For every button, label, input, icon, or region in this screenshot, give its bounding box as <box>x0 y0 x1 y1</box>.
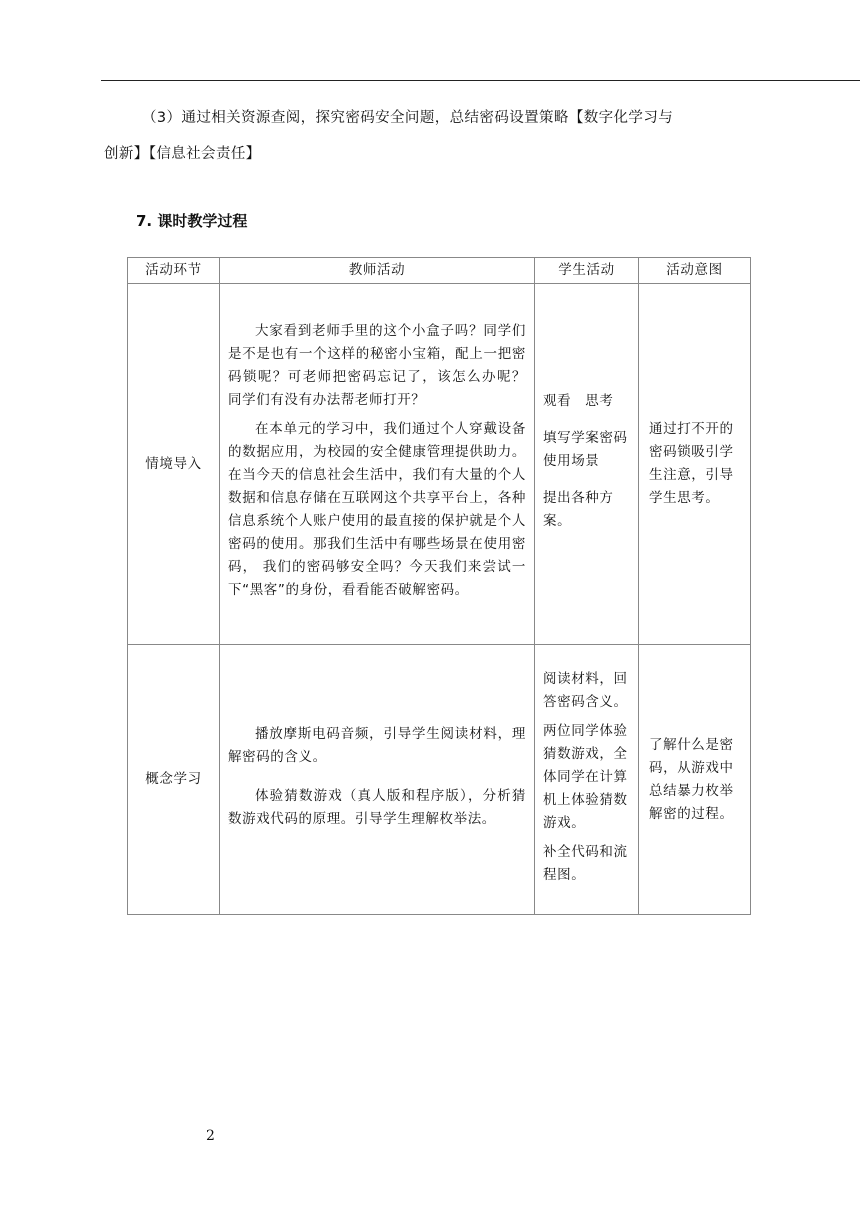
student-item: 补全代码和流程图。 <box>543 844 628 883</box>
objective-paragraph <box>104 100 760 172</box>
student-activity-cell <box>535 645 639 915</box>
student-item: 填写学案密码使用场景 <box>543 429 628 469</box>
student-item: 两位同学体验猜数游戏，全体同学在计算机上体验猜数游戏。 <box>543 723 628 831</box>
student-item: 阅读材料，回答密码含义。 <box>543 671 628 710</box>
objective-line-2: 创新】【信息社会责任】 <box>104 146 261 162</box>
student-activity-cell <box>535 284 639 645</box>
teacher-activity-cell <box>220 645 535 915</box>
header-teacher: 教师活动 <box>220 258 535 284</box>
table-header-row <box>128 258 751 284</box>
teacher-paragraph: 在本单元的学习中，我们通过个人穿戴设备的数据应用，为校园的安全健康管理提供助力。在当今天的信息社会生活中，我们有大量的个人数据和信息存储在互联网这个共享平台上，各种信息系统个人账户使用的最直接的保护就是个人密码的使用。那我们生活中有哪些场景在使用密码， 我们的密码够安全吗？今天我们来尝试一下“黑客”的身份，看看能否破解密码。 <box>228 421 526 598</box>
student-item: 提出各种方案。 <box>543 489 614 529</box>
table-row <box>128 284 751 645</box>
header-rule <box>101 80 860 81</box>
stage-cell: 概念学习 <box>128 645 220 915</box>
intent-cell: 了解什么是密码，从游戏中总结暴力枚举解密的过程。 <box>639 645 751 915</box>
teacher-paragraph: 体验猜数游戏（真人版和程序版），分析猜数游戏代码的原理。引导学生理解枚举法。 <box>228 787 526 827</box>
stage-cell: 情境导入 <box>128 284 220 645</box>
objective-line-1: （3）通过相关资源查阅，探究密码安全问题，总结密码设置策略【数字化学习与 <box>142 110 674 126</box>
table-row <box>128 645 751 915</box>
header-student: 学生活动 <box>535 258 639 284</box>
student-item: 观看 思考 <box>543 392 614 409</box>
page-number: 2 <box>206 1128 215 1144</box>
header-stage: 活动环节 <box>128 258 220 284</box>
teacher-activity-cell <box>220 284 535 645</box>
section-title: 7. 课时教学过程 <box>136 212 248 230</box>
teacher-paragraph: 播放摩斯电码音频，引导学生阅读材料，理解密码的含义。 <box>228 725 526 765</box>
teacher-paragraph: 大家看到老师手里的这个小盒子吗？同学们是不是也有一个这样的秘密小宝箱，配上一把密码锁呢？可老师把密码忘记了，该怎么办呢？ 同学们有没有办法帮老师打开？ <box>228 323 526 408</box>
lesson-process-table <box>127 257 751 915</box>
intent-cell: 通过打不开的密码锁吸引学生注意，引导学生思考。 <box>639 284 751 645</box>
header-intent: 活动意图 <box>639 258 751 284</box>
